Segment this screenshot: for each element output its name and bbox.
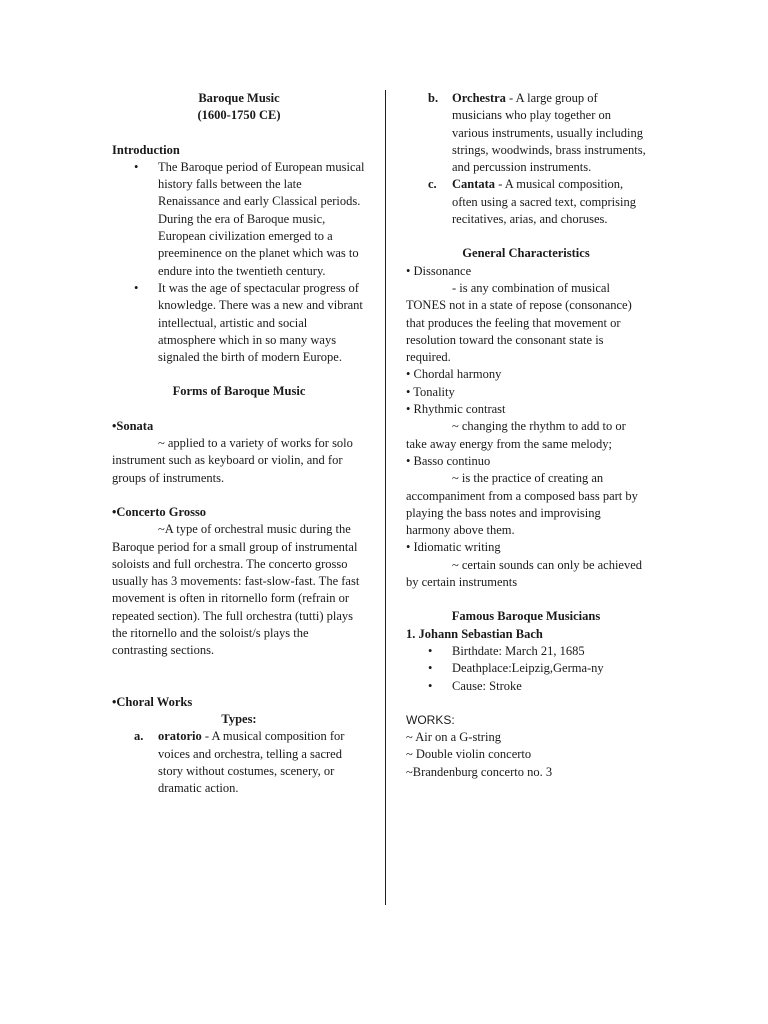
- work-item: ~Brandenburg concerto no. 3: [406, 764, 553, 779]
- type-c-term: Cantata: [452, 177, 496, 192]
- rhythmic-contrast-text: ~ changing the rhythm to add to or take away energy from the same melody;: [406, 419, 626, 451]
- tonality-label: • Tonality: [406, 384, 455, 399]
- work-item: ~ Double violin concerto: [406, 747, 532, 762]
- idiomatic-writing-label: • Idiomatic writing: [406, 540, 501, 555]
- basso-continuo-text: ~ is the practice of creating an accompaniment from a composed bass part by playing the bass notes and improvising harmony above them.: [406, 471, 638, 538]
- famous-musicians-heading: Famous Baroque Musicians: [451, 609, 601, 624]
- bach-fact: [406, 643, 646, 660]
- bullet-marker: •: [134, 159, 139, 174]
- works-heading: WORKS:: [406, 712, 455, 727]
- concerto-grosso-heading: •Concerto Grosso: [112, 504, 207, 519]
- type-c-letter: c.: [428, 177, 437, 192]
- bullet-marker: •: [428, 661, 433, 676]
- bach-fact: [406, 678, 646, 695]
- type-c-item: [406, 176, 646, 228]
- intro-heading: Introduction: [112, 142, 180, 157]
- work-item: ~ Air on a G-string: [406, 730, 501, 745]
- rhythmic-contrast-label: • Rhythmic contrast: [406, 402, 506, 417]
- sonata-text: ~ applied to a variety of works for solo instrument such as keyboard or violin, and for groups of instruments.: [112, 436, 353, 485]
- intro-bullet-1: [112, 159, 366, 280]
- concerto-grosso-text: ~A type of orchestral music during the Baroque period for a small group of instrumental soloists and full orchestra. The concerto grosso usually has 3 movements: fast-slow-fast. The fast movement is often in ritornello form (refrain or repeated section). The full orchestra (tutti) plays the ritornello and the soloist/s plays the contrasting sections.: [112, 522, 360, 658]
- type-b-letter: b.: [428, 91, 439, 105]
- general-characteristics-heading: General Characteristics: [462, 246, 590, 261]
- column-divider: [385, 90, 386, 905]
- type-a-text: - A musical composition for voices and orchestra, telling a sacred story without costumes, scenery, or dramatic action.: [158, 729, 345, 796]
- intro-bullet-text: It was the age of spectacular progress of knowledge. There was a new and vibrant intellectual, artistic and social atmosphere which in so many ways signaled the birth of modern Europe.: [158, 280, 363, 365]
- intro-bullet-text: The Baroque period of European musical history falls between the late Renaissance and early Classical periods. During the era of Baroque music, European civilization emerged to a preeminence on the planet which was to endure into the twentieth century.: [158, 159, 365, 278]
- document-dates: (1600-1750 CE): [197, 108, 281, 123]
- type-b-text: - A large group of musicians who play together on various instruments, usually including strings, woodwinds, brass instruments, and percussion instruments.: [452, 91, 646, 175]
- dissonance-label: • Dissonance: [406, 263, 472, 278]
- bach-heading: 1. Johann Sebastian Bach: [406, 626, 543, 641]
- dissonance-text: - is any combination of musical TONES not in a state of repose (consonance) that produces the feeling that movement or resolution toward the consonant state is required.: [406, 280, 632, 365]
- type-b-item: [406, 90, 646, 176]
- document-title: Baroque Music: [198, 91, 280, 105]
- bullet-marker: •: [428, 643, 433, 658]
- type-b-term: Orchestra: [452, 91, 506, 105]
- intro-bullet-2: [112, 280, 366, 366]
- forms-heading: Forms of Baroque Music: [172, 384, 306, 399]
- type-a-term: oratorio: [158, 729, 202, 744]
- type-a-item: [112, 728, 366, 797]
- basso-continuo-label: • Basso continuo: [406, 453, 491, 468]
- right-column: [406, 90, 646, 781]
- types-heading: Types:: [221, 711, 257, 726]
- left-column: [112, 90, 366, 797]
- idiomatic-writing-text: ~ certain sounds can only be achieved by certain instruments: [406, 557, 643, 590]
- sonata-heading: •Sonata: [112, 418, 154, 433]
- bach-fact-text: Deathplace:Leipzig,Germa-ny: [452, 661, 604, 676]
- choral-works-heading: •Choral Works: [112, 694, 193, 709]
- bullet-marker: •: [134, 280, 139, 295]
- bullet-marker: •: [428, 678, 433, 693]
- chordal-harmony-label: • Chordal harmony: [406, 367, 502, 382]
- bach-fact: [406, 660, 646, 677]
- type-c-text: - A musical composition, often using a sacred text, comprising recitatives, arias, and choruses.: [452, 177, 636, 227]
- bach-fact-text: Cause: Stroke: [452, 678, 522, 693]
- bach-fact-text: Birthdate: March 21, 1685: [452, 643, 585, 658]
- type-a-letter: a.: [134, 729, 144, 744]
